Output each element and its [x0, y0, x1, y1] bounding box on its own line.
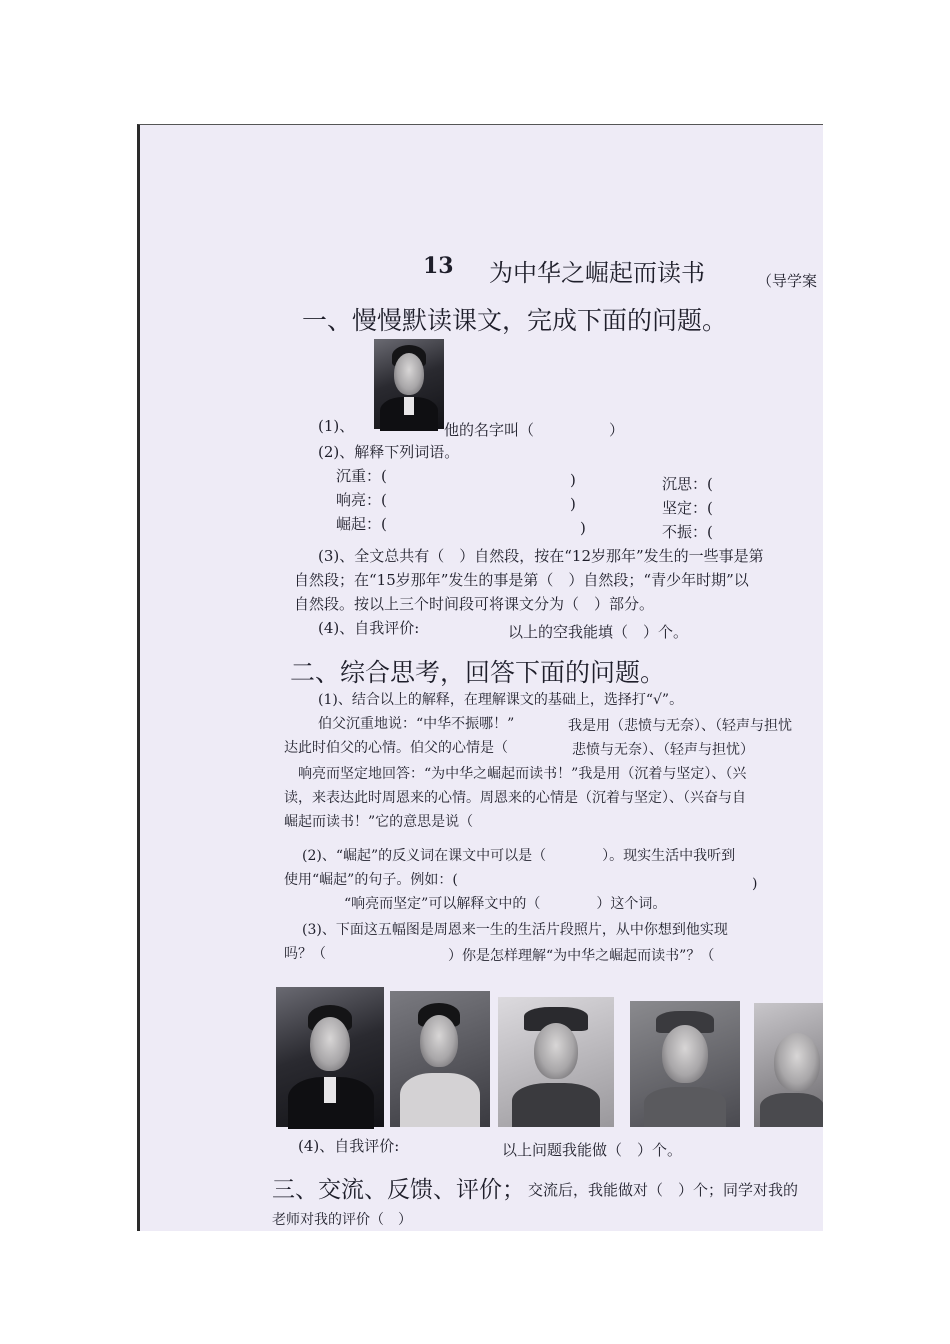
s2-q4-label: (4)、自我评价:: [298, 1137, 400, 1155]
s2-line6: 崛起而读书！”它的意思是说（: [284, 814, 474, 830]
lesson-tag: （导学案: [757, 272, 818, 290]
s2-line11a: 吗？（: [284, 946, 326, 962]
word-close-paren: ): [570, 471, 576, 489]
s2-line3a: 达此时伯父的心情。伯父的心情是（: [284, 740, 508, 756]
section3-heading: 三、交流、反馈、评价；: [272, 1177, 525, 1203]
q3-line2: 自然段；在“15岁那年”发生的事是第（ ）自然段；“青少年时期”以: [294, 571, 749, 589]
word-jianding: 坚定：(: [662, 499, 713, 517]
section2-heading: 二、综合思考，回答下面的问题。: [290, 658, 666, 687]
section3-text: 交流后，我能做对（ ）个；同学对我的: [528, 1181, 799, 1199]
s2-line2b: 我是用（悲愤与无奈）、（轻声与担忧: [568, 718, 792, 734]
q1-number: (1)、: [318, 417, 355, 435]
q4-text: 以上的空我能填（ ）个。: [508, 623, 689, 641]
q3-line3: 自然段。按以上三个时间段可将课文分为（ ）部分。: [294, 595, 655, 613]
photo-young-suit: [276, 987, 384, 1127]
s2-line11b: ）你是怎样理解“为中华之崛起而读书”？（: [448, 948, 715, 964]
portrait-photo: [374, 339, 444, 429]
s2-line8-close: ): [752, 876, 758, 892]
s2-line5: 读，来表达此时周恩来的心情。周恩来的心情是（沉着与坚定）、（兴奋与自: [284, 790, 746, 806]
s2-line7: (2)、“崛起”的反义词在课文中可以是（ ）。现实生活中我听到: [302, 848, 736, 864]
q4-label: (4)、自我评价:: [318, 619, 420, 637]
word-chensi: 沉思：(: [662, 475, 713, 493]
section1-heading: 一、慢慢默读课文，完成下面的问题。: [302, 306, 728, 335]
word-jueqi: 崛起：(: [336, 515, 387, 533]
s2-line10: (3)、下面这五幅图是周恩来一生的生活片段照片，从中你想到他实现: [302, 922, 728, 938]
word-buzhen: 不振：(: [662, 523, 713, 541]
s2-line8: 使用“崛起”的句子。例如：(: [284, 872, 458, 888]
s2-line2a: 伯父沉重地说：“中华不振哪！”: [318, 716, 515, 732]
s2-line4: 响亮而坚定地回答：“为中华之崛起而读书！”我是用（沉着与坚定）、（兴: [298, 766, 747, 782]
photo-army-cap: [630, 1001, 740, 1127]
word-close-paren: ): [570, 495, 576, 513]
scanned-worksheet: [137, 124, 823, 1231]
s2-line1: (1)、结合以上的解释，在理解课文的基础上，选择打“√”。: [318, 692, 684, 708]
lesson-number: 13: [423, 253, 454, 279]
q2-text: (2)、解释下列词语。: [318, 443, 460, 461]
s2-line9: “响亮而坚定”可以解释文中的（ ）这个词。: [344, 896, 667, 912]
lesson-title: 为中华之崛起而读书: [489, 259, 705, 287]
q3-line1: (3)、全文总共有（ ）自然段，按在“12岁那年”发生的一些事是第: [318, 547, 764, 565]
word-chenzhong: 沉重：(: [336, 467, 387, 485]
photo-older-partial: [754, 1003, 823, 1127]
q1-text: 他的名字叫（ ）: [444, 421, 625, 439]
photo-uniform-cap: [498, 997, 614, 1127]
s2-q4-text: 以上问题我能做（ ）个。: [502, 1141, 683, 1159]
s2-line3b: 悲愤与无奈）、（轻声与担忧）: [572, 742, 754, 758]
photo-student-sweater: [390, 991, 490, 1127]
section3-line2: 老师对我的评价（ ）: [272, 1212, 412, 1228]
word-xiangliang: 响亮：(: [336, 491, 387, 509]
word-close-paren: ): [580, 519, 586, 537]
